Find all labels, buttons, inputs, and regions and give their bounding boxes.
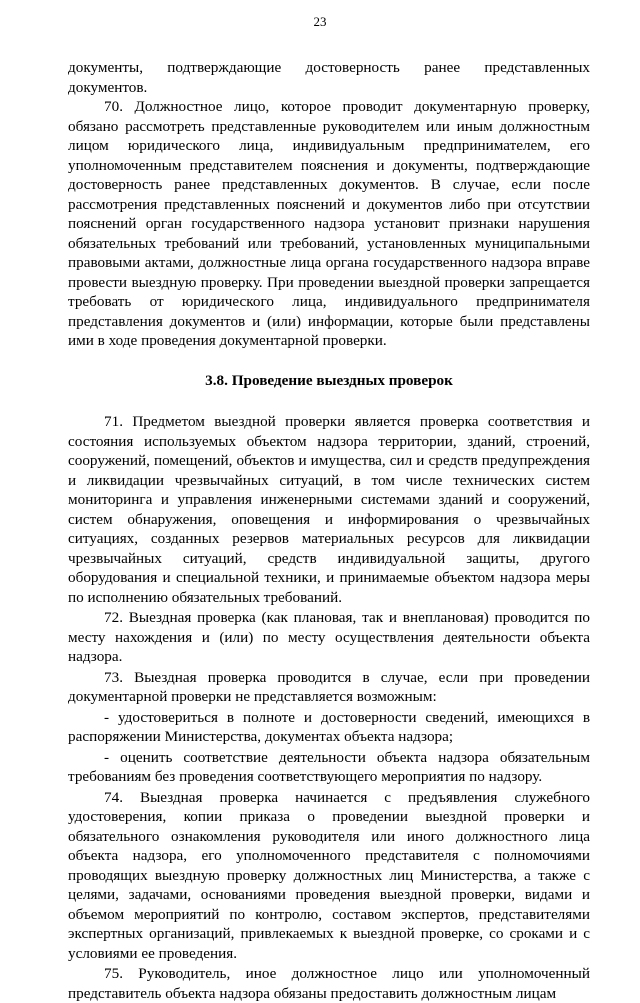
paragraph-continuation: документы, подтверждающие достоверность ранее представленных документов. [68, 59, 590, 96]
section-heading: 3.8. Проведение выездных проверок [205, 371, 453, 389]
page-number: 23 [313, 14, 327, 29]
paragraph-70: 70. Должностное лицо, которое проводит документарную проверку, обязано рассмотреть представленные руководителем или иным должностным лицом юридического лица, индивидуальным предпринимателем, его уполномоченным представителем пояснения и документы, подтверждающие достоверность ранее представленных документов. В случае, если после рассмотрения представленных пояснений и документов либо при отсутствии пояснений орган государственного надзора установит признаки нарушения обязательных требований или требований, установленных муниципальными правовыми актами, должностные лица органа государственного надзора вправе провести выездную проверку. При проведении выездной проверки запрещается требовать от юридического лица, индивидуального предпринимателя представления документов и (или) информации, которые были представлены ими в ходе проведения документарной проверки. [68, 98, 590, 349]
paragraph-72: 72. Выездная проверка (как плановая, так и внеплановая) проводится по месту нахождения и (или) по месту осуществления деятельности объекта надзора. [68, 609, 590, 665]
list-item: - оценить соответствие деятельности объекта надзора обязательным требованиям без проведения соответствующего мероприятия по надзору. [68, 748, 590, 785]
paragraph-75: 75. Руководитель, иное должностное лицо или уполномоченный представитель объекта надзора обязаны предоставить должностным лицам [68, 965, 590, 1002]
list-item: - удостовериться в полноте и достоверности сведений, имеющихся в распоряжении Министерства, документах объекта надзора; [68, 708, 590, 745]
paragraph-71: 71. Предметом выездной проверки является проверка соответствия и состояния используемых объектом надзора территории, зданий, строений, сооружений, помещений, объектов и имущества, сил и средств предупреждения и ликвидации чрезвычайных ситуаций, в том числе технических систем мониторинга и управления инженерными системами зданий и сооружений, систем обнаружения, оповещения и информирования о чрезвычайных ситуациях, созданных резервов материальных ресурсов для ликвидации чрезвычайных ситуаций, средств индивидуальной защиты, другого оборудования и специальной техники, и принимаемые объектом надзора меры по исполнению обязательных требований. [68, 413, 590, 606]
paragraph-74: 74. Выездная проверка начинается с предъявления служебного удостоверения, копии приказа о проведении выездной проверки и обязательного ознакомления руководителя или иного должностного лица объекта надзора, его уполномоченного представителя с полномочиями проводящих выездную проверку должностных лиц Министерства, а также с целями, задачами, основаниями проведения выездной проверки, видами и объемом мероприятий по контролю, составом экспертов, представителями экспертных организаций, привлекаемых к выездной проверке, со сроками и с условиями ее проведения. [68, 788, 590, 962]
page-content [68, 58, 590, 1003]
paragraph-73: 73. Выездная проверка проводится в случае, если при проведении документарной проверки не представляется возможным: [68, 668, 590, 705]
